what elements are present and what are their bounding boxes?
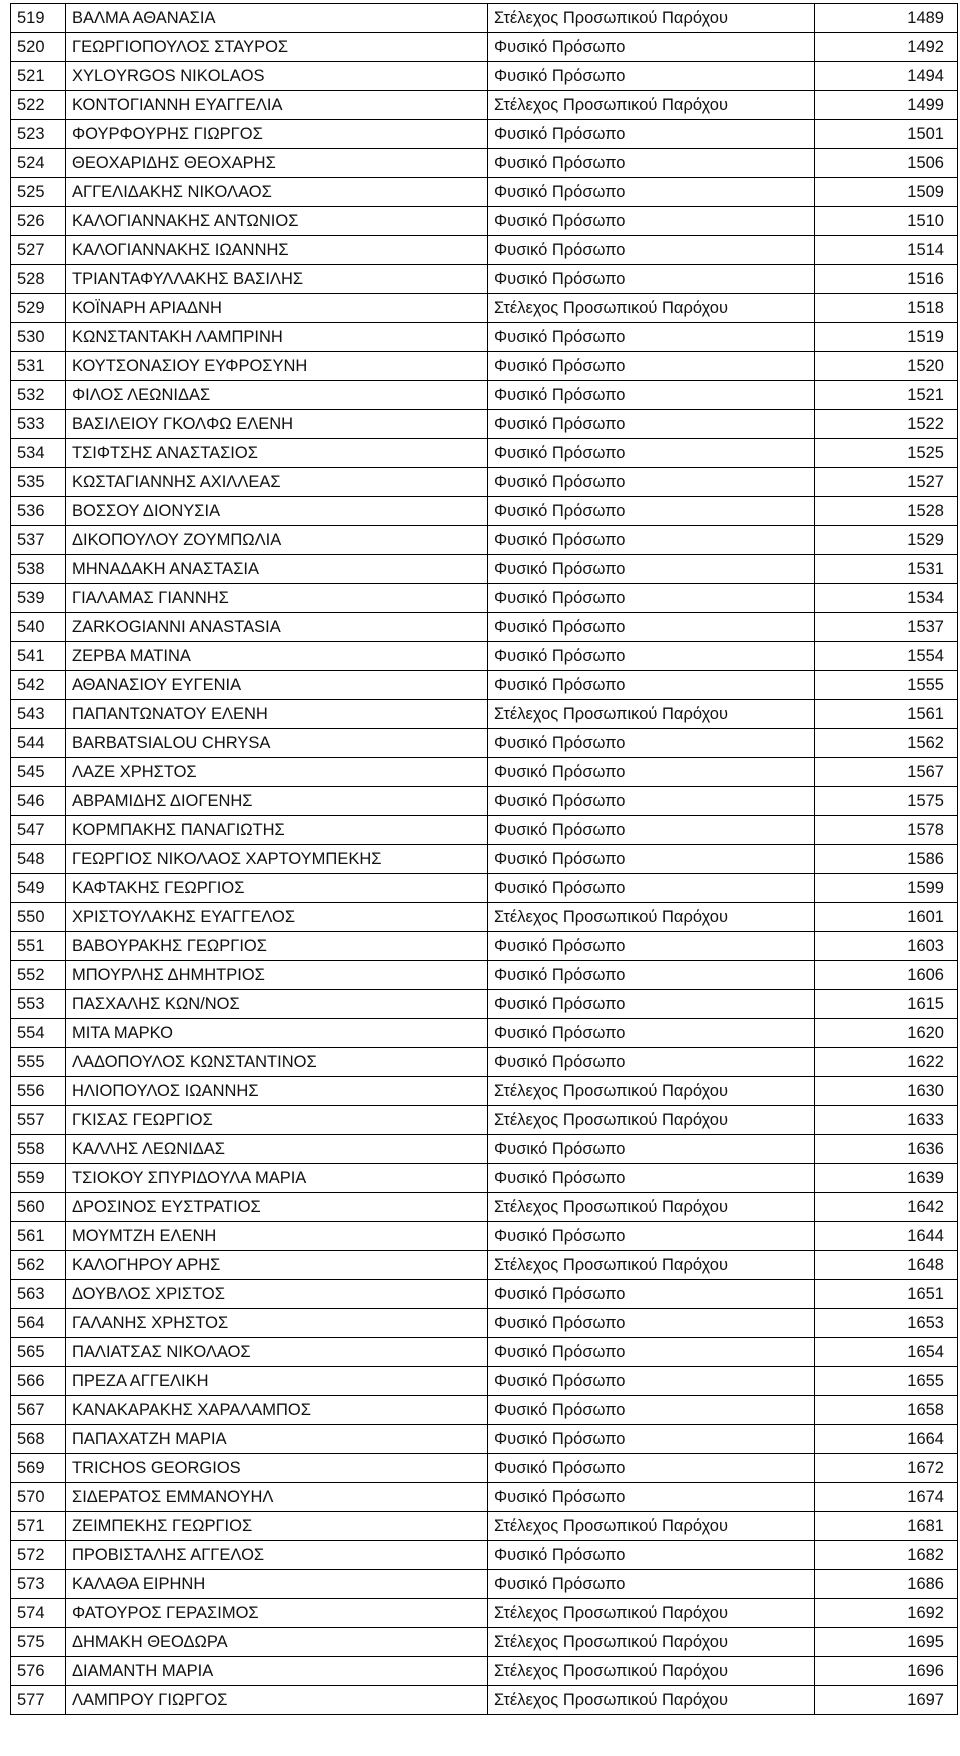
person-type-cell: Φυσικό Πρόσωπο xyxy=(488,62,815,91)
row-number-cell: 566 xyxy=(11,1367,66,1396)
row-number-cell: 544 xyxy=(11,729,66,758)
row-number-cell: 521 xyxy=(11,62,66,91)
row-number-cell: 525 xyxy=(11,178,66,207)
code-cell: 1528 xyxy=(815,497,958,526)
code-cell: 1521 xyxy=(815,381,958,410)
row-number-cell: 575 xyxy=(11,1628,66,1657)
code-cell: 1630 xyxy=(815,1077,958,1106)
row-number-cell: 535 xyxy=(11,468,66,497)
name-cell: ΓΕΩΡΓΙΟΠΟΥΛΟΣ ΣΤΑΥΡΟΣ xyxy=(66,33,488,62)
code-cell: 1519 xyxy=(815,323,958,352)
code-cell: 1516 xyxy=(815,265,958,294)
table-row xyxy=(11,265,958,294)
row-number-cell: 571 xyxy=(11,1512,66,1541)
code-cell: 1639 xyxy=(815,1164,958,1193)
code-cell: 1534 xyxy=(815,584,958,613)
person-type-cell: Φυσικό Πρόσωπο xyxy=(488,1135,815,1164)
code-cell: 1674 xyxy=(815,1483,958,1512)
row-number-cell: 524 xyxy=(11,149,66,178)
row-number-cell: 556 xyxy=(11,1077,66,1106)
row-number-cell: 545 xyxy=(11,758,66,787)
person-type-cell: Φυσικό Πρόσωπο xyxy=(488,1570,815,1599)
table-row xyxy=(11,584,958,613)
code-cell: 1654 xyxy=(815,1338,958,1367)
name-cell: ΚΑΛΛΗΣ ΛΕΩΝΙΔΑΣ xyxy=(66,1135,488,1164)
table-row xyxy=(11,1193,958,1222)
row-number-cell: 560 xyxy=(11,1193,66,1222)
person-type-cell: Στέλεχος Προσωπικού Παρόχου xyxy=(488,1251,815,1280)
table-row xyxy=(11,613,958,642)
row-number-cell: 536 xyxy=(11,497,66,526)
code-cell: 1501 xyxy=(815,120,958,149)
person-type-cell: Φυσικό Πρόσωπο xyxy=(488,120,815,149)
table-row xyxy=(11,932,958,961)
table-row xyxy=(11,874,958,903)
name-cell: ΚΑΛΟΓΗΡΟΥ ΑΡΗΣ xyxy=(66,1251,488,1280)
row-number-cell: 573 xyxy=(11,1570,66,1599)
row-number-cell: 540 xyxy=(11,613,66,642)
row-number-cell: 557 xyxy=(11,1106,66,1135)
name-cell: ΠΑΠΑΝΤΩΝΑΤΟΥ ΕΛΕΝΗ xyxy=(66,700,488,729)
person-type-cell: Φυσικό Πρόσωπο xyxy=(488,816,815,845)
name-cell: XYLOYRGOS NIKOLAOS xyxy=(66,62,488,91)
row-number-cell: 529 xyxy=(11,294,66,323)
name-cell: ΓΙΑΛΑΜΑΣ ΓΙΑΝΝΗΣ xyxy=(66,584,488,613)
person-type-cell: Στέλεχος Προσωπικού Παρόχου xyxy=(488,1686,815,1715)
row-number-cell: 533 xyxy=(11,410,66,439)
row-number-cell: 519 xyxy=(11,4,66,33)
name-cell: ΖΕΙΜΠΕΚΗΣ ΓΕΩΡΓΙΟΣ xyxy=(66,1512,488,1541)
person-type-cell: Φυσικό Πρόσωπο xyxy=(488,1309,815,1338)
row-number-cell: 565 xyxy=(11,1338,66,1367)
code-cell: 1554 xyxy=(815,642,958,671)
person-type-cell: Φυσικό Πρόσωπο xyxy=(488,932,815,961)
name-cell: ΜΟΥΜΤΖΗ ΕΛΕΝΗ xyxy=(66,1222,488,1251)
row-number-cell: 522 xyxy=(11,91,66,120)
table-row xyxy=(11,4,958,33)
person-type-cell: Στέλεχος Προσωπικού Παρόχου xyxy=(488,1628,815,1657)
table-row xyxy=(11,1686,958,1715)
name-cell: ΤΣΙΟΚΟΥ ΣΠΥΡΙΔΟΥΛΑ ΜΑΡΙΑ xyxy=(66,1164,488,1193)
name-cell: ΓΕΩΡΓΙΟΣ ΝΙΚΟΛΑΟΣ ΧΑΡΤΟΥΜΠΕΚΗΣ xyxy=(66,845,488,874)
name-cell: ΠΡΟΒΙΣΤΑΛΗΣ ΑΓΓΕΛΟΣ xyxy=(66,1541,488,1570)
table-row xyxy=(11,497,958,526)
table-row xyxy=(11,1106,958,1135)
name-cell: ΔΡΟΣΙΝΟΣ ΕΥΣΤΡΑΤΙΟΣ xyxy=(66,1193,488,1222)
person-type-cell: Φυσικό Πρόσωπο xyxy=(488,236,815,265)
person-type-cell: Φυσικό Πρόσωπο xyxy=(488,439,815,468)
table-row xyxy=(11,758,958,787)
row-number-cell: 550 xyxy=(11,903,66,932)
person-type-cell: Φυσικό Πρόσωπο xyxy=(488,787,815,816)
code-cell: 1522 xyxy=(815,410,958,439)
person-type-cell: Στέλεχος Προσωπικού Παρόχου xyxy=(488,903,815,932)
name-cell: ΤΣΙΦΤΣΗΣ ΑΝΑΣΤΑΣΙΟΣ xyxy=(66,439,488,468)
code-cell: 1696 xyxy=(815,1657,958,1686)
person-type-cell: Φυσικό Πρόσωπο xyxy=(488,613,815,642)
table-row xyxy=(11,1425,958,1454)
table-row xyxy=(11,1512,958,1541)
code-cell: 1648 xyxy=(815,1251,958,1280)
person-type-cell: Φυσικό Πρόσωπο xyxy=(488,990,815,1019)
row-number-cell: 530 xyxy=(11,323,66,352)
table-row xyxy=(11,1338,958,1367)
row-number-cell: 528 xyxy=(11,265,66,294)
row-number-cell: 569 xyxy=(11,1454,66,1483)
code-cell: 1697 xyxy=(815,1686,958,1715)
code-cell: 1562 xyxy=(815,729,958,758)
person-type-cell: Φυσικό Πρόσωπο xyxy=(488,178,815,207)
name-cell: ΛΑΜΠΡΟΥ ΓΙΩΡΓΟΣ xyxy=(66,1686,488,1715)
code-cell: 1531 xyxy=(815,555,958,584)
person-type-cell: Φυσικό Πρόσωπο xyxy=(488,961,815,990)
name-cell: ΓΚΙΣΑΣ ΓΕΩΡΓΙΟΣ xyxy=(66,1106,488,1135)
name-cell: ΗΛΙΟΠΟΥΛΟΣ ΙΩΑΝΝΗΣ xyxy=(66,1077,488,1106)
name-cell: ΚΟΥΤΣΟΝΑΣΙΟΥ ΕΥΦΡΟΣΥΝΗ xyxy=(66,352,488,381)
row-number-cell: 558 xyxy=(11,1135,66,1164)
code-cell: 1653 xyxy=(815,1309,958,1338)
name-cell: ΖΕΡΒΑ ΜΑΤΙΝΑ xyxy=(66,642,488,671)
person-type-cell: Στέλεχος Προσωπικού Παρόχου xyxy=(488,294,815,323)
code-cell: 1561 xyxy=(815,700,958,729)
person-type-cell: Φυσικό Πρόσωπο xyxy=(488,845,815,874)
row-number-cell: 553 xyxy=(11,990,66,1019)
table-row xyxy=(11,1541,958,1570)
code-cell: 1525 xyxy=(815,439,958,468)
code-cell: 1682 xyxy=(815,1541,958,1570)
table-row xyxy=(11,1396,958,1425)
table-row xyxy=(11,845,958,874)
row-number-cell: 527 xyxy=(11,236,66,265)
row-number-cell: 526 xyxy=(11,207,66,236)
code-cell: 1606 xyxy=(815,961,958,990)
table-row xyxy=(11,1019,958,1048)
name-cell: ΤΡΙΑΝΤΑΦΥΛΛΑΚΗΣ ΒΑΣΙΛΗΣ xyxy=(66,265,488,294)
row-number-cell: 548 xyxy=(11,845,66,874)
code-cell: 1537 xyxy=(815,613,958,642)
person-type-cell: Φυσικό Πρόσωπο xyxy=(488,149,815,178)
person-type-cell: Φυσικό Πρόσωπο xyxy=(488,468,815,497)
table-row xyxy=(11,729,958,758)
table-row xyxy=(11,294,958,323)
row-number-cell: 551 xyxy=(11,932,66,961)
code-cell: 1509 xyxy=(815,178,958,207)
name-cell: ΦΑΤΟΥΡΟΣ ΓΕΡΑΣΙΜΟΣ xyxy=(66,1599,488,1628)
table-row xyxy=(11,642,958,671)
table-row xyxy=(11,120,958,149)
table-row xyxy=(11,352,958,381)
records-table-body xyxy=(11,4,958,1715)
code-cell: 1636 xyxy=(815,1135,958,1164)
code-cell: 1529 xyxy=(815,526,958,555)
row-number-cell: 552 xyxy=(11,961,66,990)
name-cell: ΚΟΪΝΑΡΗ ΑΡΙΑΔΝΗ xyxy=(66,294,488,323)
table-row xyxy=(11,1483,958,1512)
name-cell: ΔΙΚΟΠΟΥΛΟΥ ΖΟΥΜΠΩΛΙΑ xyxy=(66,526,488,555)
code-cell: 1601 xyxy=(815,903,958,932)
table-row xyxy=(11,671,958,700)
person-type-cell: Φυσικό Πρόσωπο xyxy=(488,381,815,410)
code-cell: 1567 xyxy=(815,758,958,787)
person-type-cell: Φυσικό Πρόσωπο xyxy=(488,584,815,613)
person-type-cell: Φυσικό Πρόσωπο xyxy=(488,1164,815,1193)
name-cell: ΒΑΒΟΥΡΑΚΗΣ ΓΕΩΡΓΙΟΣ xyxy=(66,932,488,961)
table-row xyxy=(11,1077,958,1106)
name-cell: ΚΩΣΤΑΓΙΑΝΝΗΣ ΑΧΙΛΛΕΑΣ xyxy=(66,468,488,497)
records-table xyxy=(10,3,958,1715)
code-cell: 1658 xyxy=(815,1396,958,1425)
person-type-cell: Φυσικό Πρόσωπο xyxy=(488,1454,815,1483)
code-cell: 1520 xyxy=(815,352,958,381)
person-type-cell: Στέλεχος Προσωπικού Παρόχου xyxy=(488,1599,815,1628)
table-row xyxy=(11,91,958,120)
code-cell: 1578 xyxy=(815,816,958,845)
row-number-cell: 562 xyxy=(11,1251,66,1280)
name-cell: ΚΩΝΣΤΑΝΤΑΚΗ ΛΑΜΠΡΙΝΗ xyxy=(66,323,488,352)
person-type-cell: Στέλεχος Προσωπικού Παρόχου xyxy=(488,4,815,33)
table-row xyxy=(11,1280,958,1309)
code-cell: 1510 xyxy=(815,207,958,236)
person-type-cell: Φυσικό Πρόσωπο xyxy=(488,874,815,903)
table-row xyxy=(11,990,958,1019)
table-row xyxy=(11,1628,958,1657)
name-cell: ΑΘΑΝΑΣΙΟΥ ΕΥΓΕΝΙΑ xyxy=(66,671,488,700)
row-number-cell: 541 xyxy=(11,642,66,671)
person-type-cell: Στέλεχος Προσωπικού Παρόχου xyxy=(488,91,815,120)
name-cell: ΚΑΦΤΑΚΗΣ ΓΕΩΡΓΙΟΣ xyxy=(66,874,488,903)
code-cell: 1514 xyxy=(815,236,958,265)
code-cell: 1686 xyxy=(815,1570,958,1599)
code-cell: 1499 xyxy=(815,91,958,120)
person-type-cell: Στέλεχος Προσωπικού Παρόχου xyxy=(488,1077,815,1106)
row-number-cell: 520 xyxy=(11,33,66,62)
person-type-cell: Φυσικό Πρόσωπο xyxy=(488,671,815,700)
name-cell: ΛΑΖΕ ΧΡΗΣΤΟΣ xyxy=(66,758,488,787)
table-row xyxy=(11,1454,958,1483)
person-type-cell: Στέλεχος Προσωπικού Παρόχου xyxy=(488,700,815,729)
code-cell: 1492 xyxy=(815,33,958,62)
table-row xyxy=(11,700,958,729)
name-cell: ΒΟΣΣΟΥ ΔΙΟΝΥΣΙΑ xyxy=(66,497,488,526)
row-number-cell: 567 xyxy=(11,1396,66,1425)
row-number-cell: 534 xyxy=(11,439,66,468)
code-cell: 1494 xyxy=(815,62,958,91)
name-cell: ΚΑΛΑΘΑ ΕΙΡΗΝΗ xyxy=(66,1570,488,1599)
name-cell: ΦΟΥΡΦΟΥΡΗΣ ΓΙΩΡΓΟΣ xyxy=(66,120,488,149)
row-number-cell: 546 xyxy=(11,787,66,816)
name-cell: ΛΑΔΟΠΟΥΛΟΣ ΚΩΝΣΤΑΝΤΙΝΟΣ xyxy=(66,1048,488,1077)
name-cell: ΘΕΟΧΑΡΙΔΗΣ ΘΕΟΧΑΡΗΣ xyxy=(66,149,488,178)
table-row xyxy=(11,1657,958,1686)
row-number-cell: 572 xyxy=(11,1541,66,1570)
person-type-cell: Φυσικό Πρόσωπο xyxy=(488,1019,815,1048)
code-cell: 1695 xyxy=(815,1628,958,1657)
name-cell: ΠΑΠΑΧΑΤΖΗ ΜΑΡΙΑ xyxy=(66,1425,488,1454)
row-number-cell: 537 xyxy=(11,526,66,555)
code-cell: 1603 xyxy=(815,932,958,961)
row-number-cell: 531 xyxy=(11,352,66,381)
table-row xyxy=(11,1367,958,1396)
person-type-cell: Φυσικό Πρόσωπο xyxy=(488,1541,815,1570)
row-number-cell: 554 xyxy=(11,1019,66,1048)
person-type-cell: Φυσικό Πρόσωπο xyxy=(488,1222,815,1251)
person-type-cell: Φυσικό Πρόσωπο xyxy=(488,323,815,352)
row-number-cell: 538 xyxy=(11,555,66,584)
table-row xyxy=(11,526,958,555)
code-cell: 1620 xyxy=(815,1019,958,1048)
name-cell: ΧΡΙΣΤΟΥΛΑΚΗΣ ΕΥΑΓΓΕΛΟΣ xyxy=(66,903,488,932)
name-cell: ΔΗΜΑΚΗ ΘΕΟΔΩΡΑ xyxy=(66,1628,488,1657)
name-cell: ΚΟΡΜΠΑΚΗΣ ΠΑΝΑΓΙΩΤΗΣ xyxy=(66,816,488,845)
name-cell: ΦΙΛΟΣ ΛΕΩΝΙΔΑΣ xyxy=(66,381,488,410)
table-row xyxy=(11,33,958,62)
table-row xyxy=(11,787,958,816)
table-row xyxy=(11,323,958,352)
row-number-cell: 574 xyxy=(11,1599,66,1628)
table-row xyxy=(11,555,958,584)
table-row xyxy=(11,439,958,468)
table-row xyxy=(11,381,958,410)
name-cell: ΚΑΝΑΚΑΡΑΚΗΣ ΧΑΡΑΛΑΜΠΟΣ xyxy=(66,1396,488,1425)
person-type-cell: Φυσικό Πρόσωπο xyxy=(488,497,815,526)
code-cell: 1518 xyxy=(815,294,958,323)
row-number-cell: 539 xyxy=(11,584,66,613)
name-cell: ΜΙΤΑ ΜΑΡΚΟ xyxy=(66,1019,488,1048)
table-row xyxy=(11,468,958,497)
person-type-cell: Φυσικό Πρόσωπο xyxy=(488,352,815,381)
code-cell: 1664 xyxy=(815,1425,958,1454)
name-cell: ΚΑΛΟΓΙΑΝΝΑΚΗΣ ΙΩΑΝΝΗΣ xyxy=(66,236,488,265)
row-number-cell: 577 xyxy=(11,1686,66,1715)
code-cell: 1489 xyxy=(815,4,958,33)
person-type-cell: Στέλεχος Προσωπικού Παρόχου xyxy=(488,1193,815,1222)
code-cell: 1692 xyxy=(815,1599,958,1628)
code-cell: 1644 xyxy=(815,1222,958,1251)
table-row xyxy=(11,1309,958,1338)
person-type-cell: Φυσικό Πρόσωπο xyxy=(488,1396,815,1425)
name-cell: ΒΑΛΜΑ ΑΘΑΝΑΣΙΑ xyxy=(66,4,488,33)
table-row xyxy=(11,1599,958,1628)
person-type-cell: Φυσικό Πρόσωπο xyxy=(488,555,815,584)
table-row xyxy=(11,62,958,91)
person-type-cell: Φυσικό Πρόσωπο xyxy=(488,1367,815,1396)
row-number-cell: 547 xyxy=(11,816,66,845)
person-type-cell: Φυσικό Πρόσωπο xyxy=(488,207,815,236)
name-cell: ΜΠΟΥΡΛΗΣ ΔΗΜΗΤΡΙΟΣ xyxy=(66,961,488,990)
name-cell: ΠΑΛΙΑΤΣΑΣ ΝΙΚΟΛΑΟΣ xyxy=(66,1338,488,1367)
table-row xyxy=(11,178,958,207)
code-cell: 1651 xyxy=(815,1280,958,1309)
name-cell: ΠΑΣΧΑΛΗΣ ΚΩΝ/ΝΟΣ xyxy=(66,990,488,1019)
person-type-cell: Φυσικό Πρόσωπο xyxy=(488,526,815,555)
person-type-cell: Φυσικό Πρόσωπο xyxy=(488,33,815,62)
table-row xyxy=(11,207,958,236)
row-number-cell: 543 xyxy=(11,700,66,729)
code-cell: 1599 xyxy=(815,874,958,903)
row-number-cell: 555 xyxy=(11,1048,66,1077)
table-row xyxy=(11,410,958,439)
row-number-cell: 523 xyxy=(11,120,66,149)
name-cell: ΑΓΓΕΛΙΔΑΚΗΣ ΝΙΚΟΛΑΟΣ xyxy=(66,178,488,207)
row-number-cell: 570 xyxy=(11,1483,66,1512)
person-type-cell: Φυσικό Πρόσωπο xyxy=(488,1338,815,1367)
table-row xyxy=(11,903,958,932)
person-type-cell: Φυσικό Πρόσωπο xyxy=(488,265,815,294)
code-cell: 1681 xyxy=(815,1512,958,1541)
code-cell: 1555 xyxy=(815,671,958,700)
code-cell: 1527 xyxy=(815,468,958,497)
row-number-cell: 559 xyxy=(11,1164,66,1193)
name-cell: ΣΙΔΕΡΑΤΟΣ ΕΜΜΑΝΟΥΗΛ xyxy=(66,1483,488,1512)
name-cell: ΓΑΛΑΝΗΣ ΧΡΗΣΤΟΣ xyxy=(66,1309,488,1338)
row-number-cell: 549 xyxy=(11,874,66,903)
name-cell: ΔΙΑΜΑΝΤΗ ΜΑΡΙΑ xyxy=(66,1657,488,1686)
code-cell: 1575 xyxy=(815,787,958,816)
name-cell: ΔΟΥΒΛΟΣ ΧΡΙΣΤΟΣ xyxy=(66,1280,488,1309)
table-row xyxy=(11,1048,958,1077)
person-type-cell: Στέλεχος Προσωπικού Παρόχου xyxy=(488,1657,815,1686)
row-number-cell: 568 xyxy=(11,1425,66,1454)
code-cell: 1642 xyxy=(815,1193,958,1222)
name-cell: ZARKOGIANNI ANASTASIA xyxy=(66,613,488,642)
name-cell: ΚΑΛΟΓΙΑΝΝΑΚΗΣ ΑΝΤΩΝΙΟΣ xyxy=(66,207,488,236)
table-row xyxy=(11,149,958,178)
table-row xyxy=(11,1570,958,1599)
code-cell: 1672 xyxy=(815,1454,958,1483)
row-number-cell: 542 xyxy=(11,671,66,700)
code-cell: 1655 xyxy=(815,1367,958,1396)
name-cell: ΠΡΕΖΑ ΑΓΓΕΛΙΚΗ xyxy=(66,1367,488,1396)
person-type-cell: Φυσικό Πρόσωπο xyxy=(488,758,815,787)
code-cell: 1586 xyxy=(815,845,958,874)
person-type-cell: Φυσικό Πρόσωπο xyxy=(488,410,815,439)
person-type-cell: Φυσικό Πρόσωπο xyxy=(488,1048,815,1077)
code-cell: 1615 xyxy=(815,990,958,1019)
table-row xyxy=(11,816,958,845)
person-type-cell: Φυσικό Πρόσωπο xyxy=(488,1425,815,1454)
name-cell: TRICHOS GEORGIOS xyxy=(66,1454,488,1483)
row-number-cell: 532 xyxy=(11,381,66,410)
row-number-cell: 563 xyxy=(11,1280,66,1309)
name-cell: ΒΑΣΙΛΕΙΟΥ ΓΚΟΛΦΩ ΕΛΕΝΗ xyxy=(66,410,488,439)
person-type-cell: Φυσικό Πρόσωπο xyxy=(488,729,815,758)
name-cell: ΚΟΝΤΟΓΙΑΝΝΗ ΕΥΑΓΓΕΛΙΑ xyxy=(66,91,488,120)
name-cell: ΜΗΝΑΔΑΚΗ ΑΝΑΣΤΑΣΙΑ xyxy=(66,555,488,584)
code-cell: 1506 xyxy=(815,149,958,178)
table-row xyxy=(11,1251,958,1280)
name-cell: ΑΒΡΑΜΙΔΗΣ ΔΙΟΓΕΝΗΣ xyxy=(66,787,488,816)
code-cell: 1622 xyxy=(815,1048,958,1077)
name-cell: BARBATSIALOU CHRYSA xyxy=(66,729,488,758)
person-type-cell: Στέλεχος Προσωπικού Παρόχου xyxy=(488,1512,815,1541)
person-type-cell: Φυσικό Πρόσωπο xyxy=(488,1483,815,1512)
person-type-cell: Στέλεχος Προσωπικού Παρόχου xyxy=(488,1106,815,1135)
person-type-cell: Φυσικό Πρόσωπο xyxy=(488,1280,815,1309)
row-number-cell: 564 xyxy=(11,1309,66,1338)
table-row xyxy=(11,1164,958,1193)
person-type-cell: Φυσικό Πρόσωπο xyxy=(488,642,815,671)
row-number-cell: 561 xyxy=(11,1222,66,1251)
table-row xyxy=(11,236,958,265)
code-cell: 1633 xyxy=(815,1106,958,1135)
table-row xyxy=(11,1135,958,1164)
row-number-cell: 576 xyxy=(11,1657,66,1686)
table-row xyxy=(11,1222,958,1251)
table-row xyxy=(11,961,958,990)
